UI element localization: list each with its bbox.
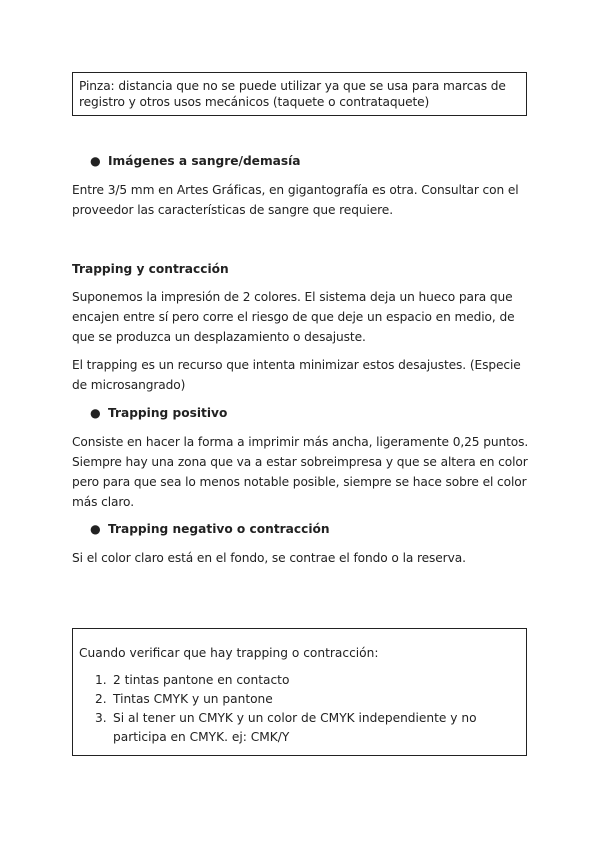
- bleed-heading: [90, 153, 301, 169]
- list-item: [73, 671, 513, 690]
- positive-trapping-heading-text: Trapping positivo: [108, 406, 228, 420]
- positive-trapping-paragraph: Consiste en hacer la forma a imprimir más ancha, ligeramente 0,25 puntos. Siempre hay una zona que va a estar sobreimpresa y que se altera en color pero para que sea lo menos notable posible, siempre se hace sobre el color más claro.: [72, 435, 529, 509]
- trapping-paragraph-1: Suponemos la impresión de 2 colores. El sistema deja un hueco para que encajen entre sí pero corre el riesgo de que deje un espacio en medio, de que se produzca un desplazamiento o desajuste.: [72, 290, 515, 344]
- negative-trapping-heading-text: Trapping negativo o contracción: [108, 522, 330, 536]
- list-item-text: Si al tener un CMYK y un color de CMYK independiente y no participa en CMYK. ej: CMK/Y: [113, 711, 477, 744]
- positive-trapping-heading: [90, 405, 227, 421]
- list-item-number: 2.: [95, 692, 107, 706]
- check-list: [73, 671, 513, 747]
- list-item: [73, 690, 513, 709]
- negative-trapping-paragraph: Si el color claro está en el fondo, se contrae el fondo o la reserva.: [72, 551, 466, 565]
- trapping-paragraph-2: El trapping es un recurso que intenta minimizar estos desajustes. (Especie de microsangrado): [72, 358, 521, 392]
- list-item-number: 3.: [95, 711, 107, 725]
- check-box-intro: Cuando verificar que hay trapping o contracción:: [79, 646, 379, 660]
- trapping-check-box: [72, 628, 527, 756]
- list-item-number: 1.: [95, 673, 107, 687]
- bullet-icon: ●: [90, 406, 101, 420]
- negative-trapping-heading: [90, 521, 330, 537]
- bullet-icon: ●: [90, 154, 101, 168]
- list-item-text: 2 tintas pantone en contacto: [113, 673, 290, 687]
- bullet-icon: ●: [90, 522, 101, 536]
- pinza-note-box: [72, 72, 527, 116]
- trapping-section-title: Trapping y contracción: [72, 262, 229, 276]
- bleed-heading-text: Imágenes a sangre/demasía: [108, 154, 301, 168]
- list-item: [73, 709, 513, 747]
- pinza-note-text: Pinza: distancia que no se puede utilizar ya que se usa para marcas de registro y otros usos mecánicos (taquete o contrataquete): [79, 79, 506, 109]
- bleed-paragraph: Entre 3/5 mm en Artes Gráficas, en gigantografía es otra. Consultar con el proveedor las características de sangre que requiere.: [72, 183, 519, 217]
- list-item-text: Tintas CMYK y un pantone: [113, 692, 273, 706]
